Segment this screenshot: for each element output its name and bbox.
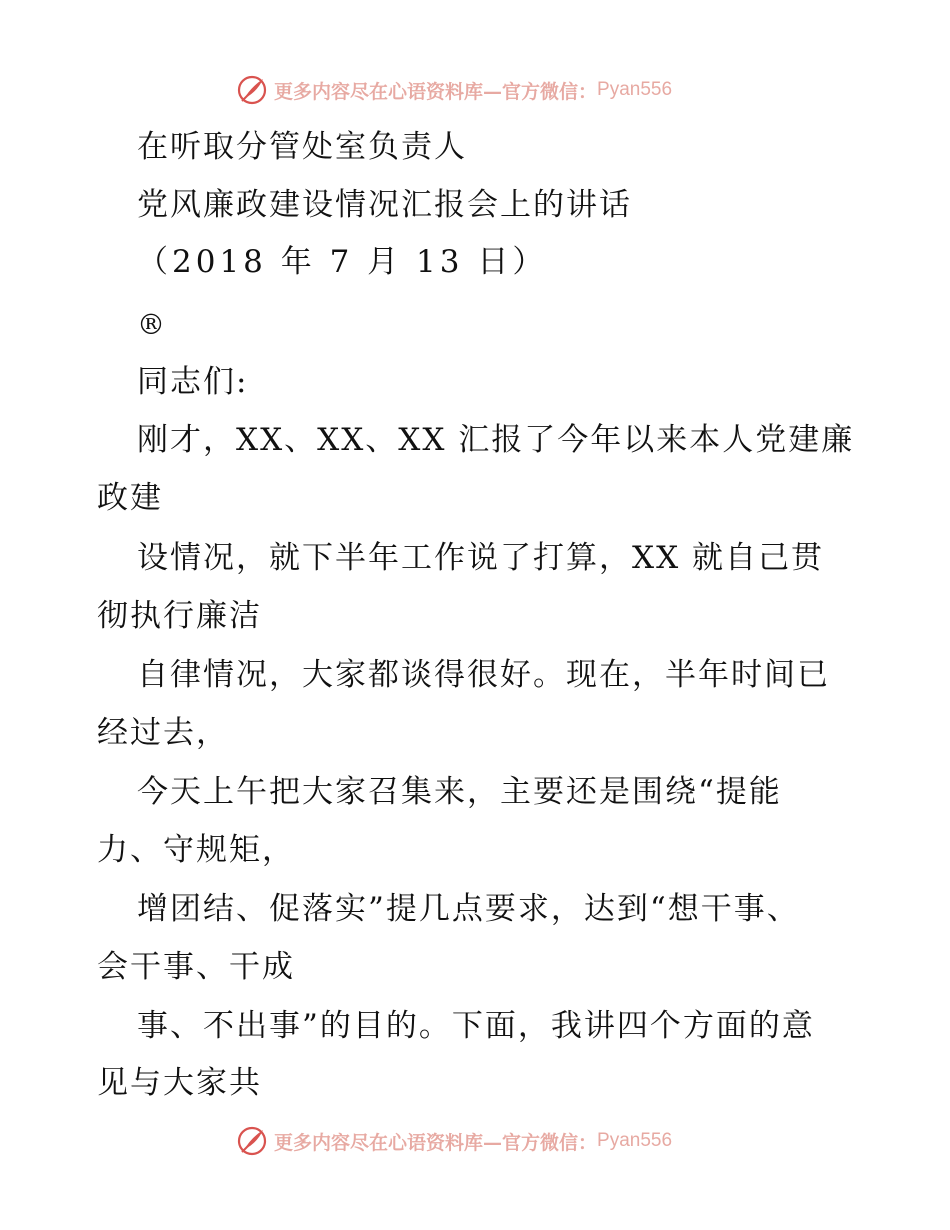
- date-line: （2018 年 7 月 13 日）: [137, 244, 548, 280]
- paragraph-line: 设情况，就下半年工作说了打算，XX 就自己贯: [137, 540, 824, 576]
- salutation: 同志们:: [137, 364, 249, 400]
- registered-symbol: ®: [137, 308, 167, 341]
- paragraph-line: 事、不出事”的目的。下面，我讲四个方面的意: [137, 1008, 815, 1044]
- title-line-1: 在听取分管处室负责人: [137, 129, 467, 165]
- title-line-2: 党风廉政建设情况汇报会上的讲话: [137, 187, 632, 223]
- paragraph-line: 增团结、促落实”提几点要求，达到“想干事、: [137, 891, 800, 927]
- feather-quill-logo-icon: [236, 1125, 268, 1157]
- paragraph-line: 力、守规矩，: [97, 832, 295, 868]
- paragraph-line: 刚才，XX、XX、XX 汇报了今年以来本人党建廉: [137, 422, 855, 458]
- paragraph-line: 今天上午把大家召集来，主要还是围绕“提能: [137, 774, 782, 810]
- watermark-text: 更多内容尽在心语资料库—官方微信：: [274, 80, 598, 103]
- paragraph-line: 经过去，: [97, 715, 229, 751]
- paragraph-line: 自律情况，大家都谈得很好。现在，半年时间已: [137, 657, 830, 693]
- paragraph-line: 会干事、干成: [97, 949, 295, 985]
- feather-quill-logo-icon: [236, 74, 268, 106]
- watermark-text: 更多内容尽在心语资料库—官方微信：: [274, 1131, 598, 1154]
- watermark-wechat-id: Pyan556: [597, 1130, 673, 1151]
- paragraph-line: 彻执行廉洁: [97, 598, 262, 634]
- paragraph-line: 见与大家共: [97, 1065, 262, 1101]
- header-watermark: [236, 73, 672, 107]
- footer-watermark: [236, 1124, 672, 1158]
- watermark-wechat-id: Pyan556: [597, 79, 673, 100]
- paragraph-line: 政建: [97, 480, 163, 516]
